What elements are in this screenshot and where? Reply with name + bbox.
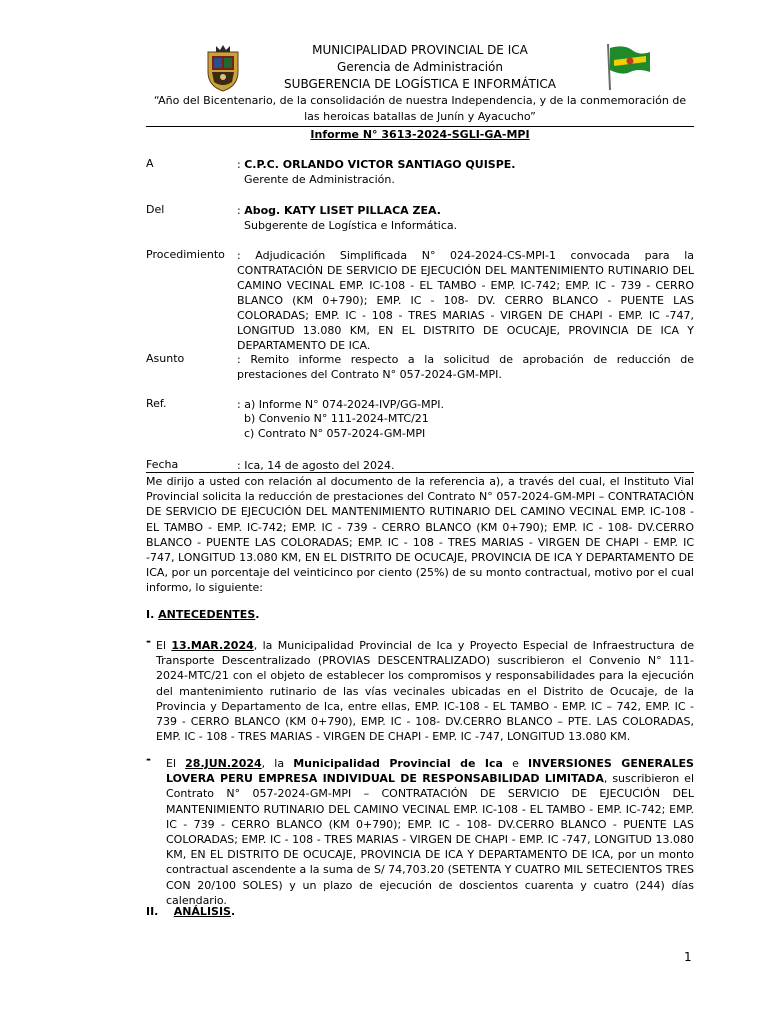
field-label-fecha: Fecha <box>146 458 179 471</box>
fields-rule <box>146 472 694 473</box>
field-label-ref: Ref. <box>146 397 167 410</box>
para2-mid2: e <box>502 757 529 770</box>
fecha-text: Ica, 14 de agosto del 2024. <box>244 459 395 472</box>
page-number: 1 <box>684 950 692 964</box>
report-number: Informe N° 3613-2024-SGLI-GA-MPI <box>310 128 530 141</box>
field-value-del: : Abog. KATY LISET PILLACA ZEA. <box>237 204 441 217</box>
intro-paragraph: Me dirijo a usted con relación al documento de la referencia a), a través del cual, el Instituto Vial Provincial solicita la reducción de prestaciones del Contrato N° 057-2024-GM-MPI – CONTRATACIÓN DE SERVICIO DE EJECUCIÓN DEL MANTENIMIENTO RUTINARIO DEL CAMINO VECINAL EMP. IC-108 - EL TAMBO - EMP. IC-742; EMP. IC - 739 - CERRO BLANCO (KM 0+790); EMP. IC - 108- DV.CERRO BLANCO - PUENTE LAS COLORADAS; EMP. IC - 108 - TRES MARIAS - VIRGEN DE CHAPI - EMP. IC -747, LONGITUD 13.080 KM, EN EL DISTRITO DE OCUCAJE, PROVINCIA DE ICA Y DEPARTAMENTO DE ICA, por un porcentaje del veinticinco por ciento (25%) de su monto contractual, motivo por el cual informo, lo siguiente: <box>146 475 694 595</box>
field-value-a: : C.P.C. ORLANDO VICTOR SANTIAGO QUISPE. <box>237 158 516 171</box>
para2-date: 28.JUN.2024 <box>185 757 262 770</box>
para2-rest: , suscribieron el Contrato N° 057-2024-GM-MPI – CONTRATACIÓN DE SERVICIO DE EJECUCIÓN DEL MANTENIMIENTO RUTINARIO DEL CAMINO VECINAL EMP. IC-108 - EL TAMBO - EMP. IC-742; EMP. IC - 739 - CERRO BLANCO (KM 0+790); EMP. IC - 108- DV.CERRO BLANCO - PUENTE LAS COLORADAS; EMP. IC - 108 - TRES MARIAS - VIRGEN DE CHAPI - EMP. IC -747, LONGITUD 13.080 KM, EN EL DISTRITO DE OCUCAJE, PROVINCIA DE ICA Y DEPARTAMENTO DE ICA, por un monto contractual ascendente a la suma de S/ 74,703.20 (SETENTA Y CUATRO MIL SETECIENTOS TRES CON 20/100 SOLES) y un plazo de ejecución de doscientos cuarenta y cuatro (244) días calendario. <box>166 772 694 907</box>
recipient-role: Gerente de Administración. <box>244 173 395 186</box>
field-label-del: Del <box>146 203 165 216</box>
antecedente-1-paragraph <box>156 638 694 744</box>
para1-rest: , la Municipalidad Provincial de Ica y Proyecto Especial de Infraestructura de Transporte Descentralizado (PROVIAS DESCENTRALIZADO) suscribieron el Convenio N° 111-2024-MTC/21 con el objeto de establecer los compromisos y responsabilidades para la ejecución del mantenimiento rutinario de las vías vecinales ubicadas en el Distrito de Ocucaje, de la Provincia y Departamento de Ica, entre ellas, EMP. IC-108 - EL TAMBO - EMP. IC – 742, EMP. IC - 739 - CERRO BLANCO (KM 0+790), EMP. IC - 108- DV.CERRO BLANCO – PTE. LAS COLORADAS, EMP. IC - 108 - TRES MARIAS - VIRGEN DE CHAPI - EMP. IC -747, LONGITUD 13.080 KM. <box>156 639 694 744</box>
para2-mid1: , la <box>261 757 294 770</box>
recipient-name: C.P.C. ORLANDO VICTOR SANTIAGO QUISPE. <box>244 158 516 171</box>
section-antecedentes-heading: I. ANTECEDENTES. <box>146 608 260 621</box>
procedimiento-text: Adjudicación Simplificada N° 024-2024-CS-MPI-1 convocada para la CONTRATACIÓN DE SERVICIO DE EJECUCIÓN DEL MANTENIMIENTO RUTINARIO DEL CAMINO VECINAL EMP. IC-108 - EL TAMBO - EMP. IC-742; EMP. IC - 739 - CERRO BLANCO (KM 0+790); EMP. IC - 108- DV. CERRO BLANCO - PUENTE LAS COLORADAS; EMP. IC - 108 - TRES MARIAS - VIRGEN DE CHAPI - EMP. IC -747, LONGITUD 13.080 KM, EN EL DISTRITO DE OCUCAJE, PROVINCIA DE ICA Y DEPARTAMENTO DE ICA. <box>237 249 694 352</box>
header-subgerencia: SUBGERENCIA DE LOGÍSTICA E INFORMÁTICA <box>284 77 556 91</box>
field-value-procedimiento: : Adjudicación Simplificada N° 024-2024-CS-MPI-1 convocada para la CONTRATACIÓN DE SERVICIO DE EJECUCIÓN DEL MANTENIMIENTO RUTINARIO DEL CAMINO VECINAL EMP. IC-108 - EL TAMBO - EMP. IC-742; EMP. IC - 739 - CERRO BLANCO (KM 0+790); EMP. IC - 108- DV. CERRO BLANCO - PUENTE LAS COLORADAS; EMP. IC - 108 - TRES MARIAS - VIRGEN DE CHAPI - EMP. IC -747, LONGITUD 13.080 KM, EN EL DISTRITO DE OCUCAJE, PROVINCIA DE ICA Y DEPARTAMENTO DE ICA. <box>237 249 694 352</box>
header-motto: “Año del Bicentenario, de la consolidación de nuestra Independencia, y de la conmemoración de las heroicas batallas de Junín y Ayacucho” <box>153 94 687 123</box>
section-2-number: II. <box>146 905 159 918</box>
header-municipality: MUNICIPALIDAD PROVINCIAL DE ICA <box>312 43 528 57</box>
antecedente-2-paragraph <box>166 756 694 908</box>
para1-date: 13.MAR.2024 <box>171 639 254 652</box>
field-value-asunto: : Remito informe respecto a la solicitud de aprobación de reducción de prestaciones del Contrato N° 057-2024-GM-MPI. <box>237 353 694 381</box>
field-value-ref: : a) Informe N° 074-2024-IVP/GG-MPI. <box>237 398 445 411</box>
field-label-a: A <box>146 157 154 170</box>
ref-b: b) Convenio N° 111-2024-MTC/21 <box>244 412 429 425</box>
para1-pre: El <box>156 639 172 652</box>
bullet-1-marker: - <box>146 634 151 648</box>
section-1-number: I. <box>146 608 155 621</box>
asunto-text: Remito informe respecto a la solicitud de aprobación de reducción de prestaciones del Contrato N° 057-2024-GM-MPI. <box>237 353 694 381</box>
field-label-asunto: Asunto <box>146 352 185 365</box>
para2-pre: El <box>166 757 186 770</box>
ref-c: c) Contrato N° 057-2024-GM-MPI <box>244 427 426 440</box>
sender-name: Abog. KATY LISET PILLACA ZEA. <box>244 204 441 217</box>
header-gerencia: Gerencia de Administración <box>337 60 503 74</box>
field-value-fecha: : Ica, 14 de agosto del 2024. <box>237 459 395 472</box>
bullet-2-marker: - <box>146 752 151 766</box>
ref-a: a) Informe N° 074-2024-IVP/GG-MPI. <box>244 398 445 411</box>
para2-entity2: INVERSIONES GENERALES LOVERA PERU EMPRESA INDIVIDUAL DE RESPONSABILIDAD LIMITADA <box>166 757 694 786</box>
field-label-procedimiento: Procedimiento <box>146 248 225 261</box>
para2-entity1: Municipalidad Provincial de Ica <box>293 757 503 770</box>
section-2-title: ANÁLISIS <box>173 905 231 918</box>
section-1-title: ANTECEDENTES <box>158 608 256 621</box>
section-analisis-heading: II. ANÁLISIS. <box>146 905 236 918</box>
sender-role: Subgerente de Logística e Informática. <box>244 219 458 232</box>
